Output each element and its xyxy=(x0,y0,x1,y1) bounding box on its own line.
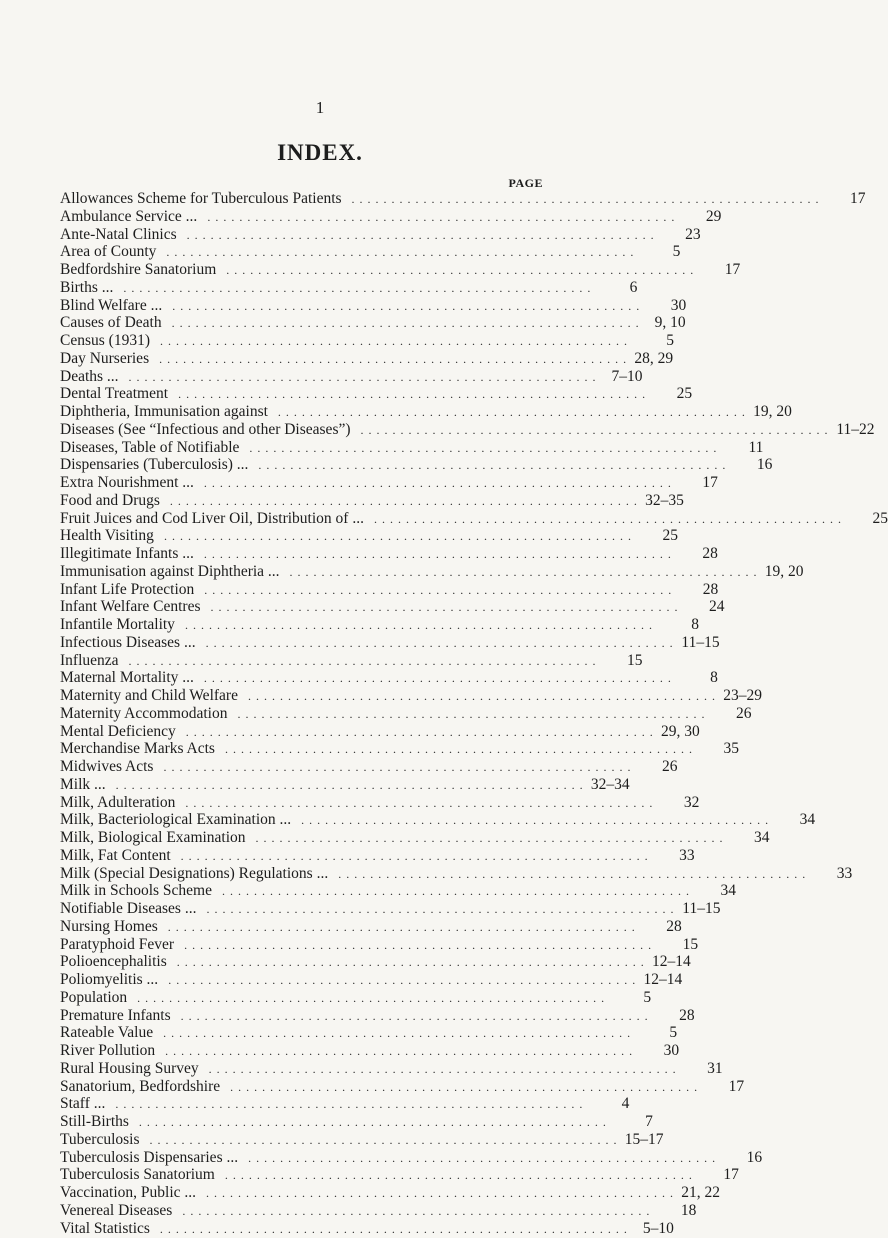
index-entry xyxy=(60,1131,546,1149)
dot-leader: . . . . . . . . . . . . . . . . . . . . . . . . . . . . . . . . . . . . . . . . . . . . . . . . . . . . . . . . . . . xyxy=(168,919,636,937)
index-entry xyxy=(60,882,546,900)
entry-page-ref: 35 xyxy=(699,740,739,758)
index-entry xyxy=(60,723,546,741)
dot-leader: . . . . . . . . . . . . . . . . . . . . . . . . . . . . . . . . . . . . . . . . . . . . . . . . . . . . . . . . . . . xyxy=(225,1167,693,1185)
entry-label: Milk in Schools Scheme xyxy=(60,882,212,900)
entry-page-ref: 21, 22 xyxy=(680,1184,720,1202)
index-entry xyxy=(60,563,546,581)
index-entry xyxy=(60,705,546,723)
entry-label: Rateable Value xyxy=(60,1024,153,1042)
index-entry xyxy=(60,865,546,883)
index-entry xyxy=(60,1202,546,1220)
entry-label: Causes of Death xyxy=(60,314,162,332)
dot-leader: . . . . . . . . . . . . . . . . . . . . . . . . . . . . . . . . . . . . . . . . . . . . . . . . . . . . . . . . . . . xyxy=(182,1203,650,1221)
entry-label: Vaccination, Public ... xyxy=(60,1184,196,1202)
entry-label: Day Nurseries xyxy=(60,350,149,368)
dot-leader: . . . . . . . . . . . . . . . . . . . . . . . . . . . . . . . . . . . . . . . . . . . . . . . . . . . . . . . . . . . xyxy=(207,209,675,227)
dot-leader: . . . . . . . . . . . . . . . . . . . . . . . . . . . . . . . . . . . . . . . . . . . . . . . . . . . . . . . . . . . xyxy=(290,564,758,582)
entry-page-ref: 32–35 xyxy=(644,492,684,510)
entry-page-ref: 32 xyxy=(659,794,699,812)
dot-leader: . . . . . . . . . . . . . . . . . . . . . . . . . . . . . . . . . . . . . . . . . . . . . . . . . . . . . . . . . . . xyxy=(374,511,842,529)
entry-page-ref: 32–34 xyxy=(590,776,630,794)
entry-page-ref: 12–14 xyxy=(651,953,691,971)
entry-label: Premature Infants xyxy=(60,1007,171,1025)
entry-page-ref: 5 xyxy=(637,1024,677,1042)
entry-label: Infantile Mortality xyxy=(60,616,175,634)
entry-page-ref: 7 xyxy=(613,1113,653,1131)
index-entry xyxy=(60,297,546,315)
dot-leader: . . . . . . . . . . . . . . . . . . . . . . . . . . . . . . . . . . . . . . . . . . . . . . . . . . . . . . . . . . . xyxy=(159,351,627,369)
entry-label: Nursing Homes xyxy=(60,918,158,936)
index-entry xyxy=(60,1078,546,1096)
dot-leader: . . . . . . . . . . . . . . . . . . . . . . . . . . . . . . . . . . . . . . . . . . . . . . . . . . . . . . . . . . . xyxy=(172,315,640,333)
entry-page-ref: 5–10 xyxy=(634,1220,674,1238)
entry-label: Still-Births xyxy=(60,1113,129,1131)
entry-page-ref: 25 xyxy=(638,527,678,545)
entry-page-ref: 12–14 xyxy=(642,971,682,989)
dot-leader: . . . . . . . . . . . . . . . . . . . . . . . . . . . . . . . . . . . . . . . . . . . . . . . . . . . . . . . . . . . xyxy=(165,1043,633,1061)
entry-page-ref: 7–10 xyxy=(603,368,643,386)
entry-label: Area of County xyxy=(60,243,156,261)
entry-page-ref: 34 xyxy=(775,811,815,829)
entry-page-ref: 19, 20 xyxy=(752,403,792,421)
entry-page-ref: 28 xyxy=(678,581,718,599)
dot-leader: . . . . . . . . . . . . . . . . . . . . . . . . . . . . . . . . . . . . . . . . . . . . . . . . . . . . . . . . . . . xyxy=(258,457,726,475)
index-entry xyxy=(60,1149,546,1167)
index-entry xyxy=(60,1113,546,1131)
entry-label: River Pollution xyxy=(60,1042,155,1060)
index-entry xyxy=(60,1184,546,1202)
entry-label: Dental Treatment xyxy=(60,385,168,403)
entry-page-ref: 34 xyxy=(730,829,770,847)
entry-label: Milk, Biological Examination xyxy=(60,829,246,847)
entry-page-ref: 18 xyxy=(656,1202,696,1220)
entry-label: Tuberculosis xyxy=(60,1131,140,1149)
entry-label: Paratyphoid Fever xyxy=(60,936,174,954)
entry-label: Tuberculosis Dispensaries ... xyxy=(60,1149,238,1167)
dot-leader: . . . . . . . . . . . . . . . . . . . . . . . . . . . . . . . . . . . . . . . . . . . . . . . . . . . . . . . . . . . xyxy=(248,1150,716,1168)
entry-page-ref: 26 xyxy=(637,758,677,776)
entry-label: Allowances Scheme for Tuberculous Patients xyxy=(60,190,342,208)
index-entry xyxy=(60,492,546,510)
dot-leader: . . . . . . . . . . . . . . . . . . . . . . . . . . . . . . . . . . . . . . . . . . . . . . . . . . . . . . . . . . . xyxy=(178,386,646,404)
entry-label: Midwives Acts xyxy=(60,758,153,776)
entry-page-ref: 28 xyxy=(642,918,682,936)
entry-label: Extra Nourishment ... xyxy=(60,474,194,492)
index-entry xyxy=(60,243,546,261)
index-entry xyxy=(60,847,546,865)
dot-leader: . . . . . . . . . . . . . . . . . . . . . . . . . . . . . . . . . . . . . . . . . . . . . . . . . . . . . . . . . . . xyxy=(123,280,591,298)
entry-page-ref: 8 xyxy=(659,616,699,634)
entry-label: Milk, Adulteration xyxy=(60,794,175,812)
entry-page-ref: 17 xyxy=(699,1166,739,1184)
dot-leader: . . . . . . . . . . . . . . . . . . . . . . . . . . . . . . . . . . . . . . . . . . . . . . . . . . . . . . . . . . . xyxy=(129,653,597,671)
dot-leader: . . . . . . . . . . . . . . . . . . . . . . . . . . . . . . . . . . . . . . . . . . . . . . . . . . . . . . . . . . . xyxy=(139,1114,607,1132)
entry-page-ref: 25 xyxy=(848,510,888,528)
entry-page-ref: 11 xyxy=(723,439,763,457)
index-entry xyxy=(60,758,546,776)
dot-leader: . . . . . . . . . . . . . . . . . . . . . . . . . . . . . . . . . . . . . . . . . . . . . . . . . . . . . . . . . . . xyxy=(163,759,631,777)
entry-page-ref: 23–29 xyxy=(722,687,762,705)
index-entry xyxy=(60,1166,546,1184)
index-entry xyxy=(60,545,546,563)
entry-page-ref: 30 xyxy=(646,297,686,315)
dot-leader: . . . . . . . . . . . . . . . . . . . . . . . . . . . . . . . . . . . . . . . . . . . . . . . . . . . . . . . . . . . xyxy=(204,546,672,564)
page-column-heading: PAGE xyxy=(509,176,543,191)
dot-leader: . . . . . . . . . . . . . . . . . . . . . . . . . . . . . . . . . . . . . . . . . . . . . . . . . . . . . . . . . . . xyxy=(185,795,653,813)
entry-page-ref: 29 xyxy=(681,208,721,226)
dot-leader: . . . . . . . . . . . . . . . . . . . . . . . . . . . . . . . . . . . . . . . . . . . . . . . . . . . . . . . . . . . xyxy=(164,528,632,546)
dot-leader: . . . . . . . . . . . . . . . . . . . . . . . . . . . . . . . . . . . . . . . . . . . . . . . . . . . . . . . . . . . xyxy=(256,830,724,848)
dot-leader: . . . . . . . . . . . . . . . . . . . . . . . . . . . . . . . . . . . . . . . . . . . . . . . . . . . . . . . . . . . xyxy=(209,1061,677,1079)
index-entry xyxy=(60,314,546,332)
index-entry xyxy=(60,740,546,758)
entry-label: Infant Welfare Centres xyxy=(60,598,200,616)
entry-label: Food and Drugs xyxy=(60,492,160,510)
index-entry xyxy=(60,190,546,208)
index-entry xyxy=(60,1095,546,1113)
index-entry xyxy=(60,598,546,616)
entry-page-ref: 4 xyxy=(589,1095,629,1113)
index-entry xyxy=(60,900,546,918)
dot-leader: . . . . . . . . . . . . . . . . . . . . . . . . . . . . . . . . . . . . . . . . . . . . . . . . . . . . . . . . . . . xyxy=(338,866,806,884)
index-entry xyxy=(60,1220,546,1238)
entry-page-ref: 25 xyxy=(652,385,692,403)
entry-page-ref: 17 xyxy=(700,261,740,279)
entry-label: Mental Deficiency xyxy=(60,723,176,741)
dot-leader: . . . . . . . . . . . . . . . . . . . . . . . . . . . . . . . . . . . . . . . . . . . . . . . . . . . . . . . . . . . xyxy=(361,422,829,440)
index-entry xyxy=(60,634,546,652)
entry-page-ref: 33 xyxy=(655,847,695,865)
dot-leader: . . . . . . . . . . . . . . . . . . . . . . . . . . . . . . . . . . . . . . . . . . . . . . . . . . . . . . . . . . . xyxy=(116,777,584,795)
entry-page-ref: 16 xyxy=(732,456,772,474)
entry-label: Milk (Special Designations) Regulations ... xyxy=(60,865,328,883)
entry-page-ref: 6 xyxy=(597,279,637,297)
entry-page-ref: 15 xyxy=(603,652,643,670)
entry-label: Milk, Fat Content xyxy=(60,847,171,865)
index-entry xyxy=(60,403,546,421)
entry-label: Tuberculosis Sanatorium xyxy=(60,1166,215,1184)
entry-label: Ambulance Service ... xyxy=(60,208,197,226)
index-entry xyxy=(60,261,546,279)
entry-page-ref: 34 xyxy=(696,882,736,900)
page-title: INDEX. xyxy=(0,140,640,166)
entry-page-ref: 28, 29 xyxy=(633,350,673,368)
index-entry xyxy=(60,510,546,528)
dot-leader: . . . . . . . . . . . . . . . . . . . . . . . . . . . . . . . . . . . . . . . . . . . . . . . . . . . . . . . . . . . xyxy=(278,404,746,422)
entry-page-ref: 5 xyxy=(611,989,651,1007)
entry-label: Infectious Diseases ... xyxy=(60,634,196,652)
entry-label: Rural Housing Survey xyxy=(60,1060,199,1078)
entry-page-ref: 5 xyxy=(634,332,674,350)
entry-label: Diphtheria, Immunisation against xyxy=(60,403,268,421)
index-entry xyxy=(60,1060,546,1078)
index-list xyxy=(60,190,546,1237)
entry-page-ref: 11–15 xyxy=(680,634,720,652)
entry-label: Births ... xyxy=(60,279,113,297)
index-entry xyxy=(60,279,546,297)
index-entry xyxy=(60,971,546,989)
entry-label: Milk, Bacteriological Examination ... xyxy=(60,811,291,829)
entry-label: Vital Statistics xyxy=(60,1220,150,1238)
entry-page-ref: 31 xyxy=(683,1060,723,1078)
entry-label: Deaths ... xyxy=(60,368,119,386)
index-entry xyxy=(60,687,546,705)
dot-leader: . . . . . . . . . . . . . . . . . . . . . . . . . . . . . . . . . . . . . . . . . . . . . . . . . . . . . . . . . . . xyxy=(248,688,716,706)
index-entry xyxy=(60,669,546,687)
entry-page-ref: 23 xyxy=(661,226,701,244)
entry-page-ref: 15–17 xyxy=(624,1131,664,1149)
dot-leader: . . . . . . . . . . . . . . . . . . . . . . . . . . . . . . . . . . . . . . . . . . . . . . . . . . . . . . . . . . . xyxy=(177,954,645,972)
index-entry xyxy=(60,829,546,847)
entry-label: Merchandise Marks Acts xyxy=(60,740,215,758)
index-entry xyxy=(60,421,546,439)
dot-leader: . . . . . . . . . . . . . . . . . . . . . . . . . . . . . . . . . . . . . . . . . . . . . . . . . . . . . . . . . . . xyxy=(187,227,655,245)
dot-leader: . . . . . . . . . . . . . . . . . . . . . . . . . . . . . . . . . . . . . . . . . . . . . . . . . . . . . . . . . . . xyxy=(210,599,678,617)
entry-label: Infant Life Protection xyxy=(60,581,194,599)
index-entry xyxy=(60,474,546,492)
entry-label: Influenza xyxy=(60,652,119,670)
index-entry xyxy=(60,350,546,368)
dot-leader: . . . . . . . . . . . . . . . . . . . . . . . . . . . . . . . . . . . . . . . . . . . . . . . . . . . . . . . . . . . xyxy=(225,741,693,759)
entry-page-ref: 11–15 xyxy=(680,900,720,918)
dot-leader: . . . . . . . . . . . . . . . . . . . . . . . . . . . . . . . . . . . . . . . . . . . . . . . . . . . . . . . . . . . xyxy=(352,191,820,209)
dot-leader: . . . . . . . . . . . . . . . . . . . . . . . . . . . . . . . . . . . . . . . . . . . . . . . . . . . . . . . . . . . xyxy=(222,883,690,901)
dot-leader: . . . . . . . . . . . . . . . . . . . . . . . . . . . . . . . . . . . . . . . . . . . . . . . . . . . . . . . . . . . xyxy=(172,298,640,316)
entry-label: Diseases, Table of Notifiable xyxy=(60,439,239,457)
entry-label: Ante-Natal Clinics xyxy=(60,226,177,244)
index-entry xyxy=(60,332,546,350)
dot-leader: . . . . . . . . . . . . . . . . . . . . . . . . . . . . . . . . . . . . . . . . . . . . . . . . . . . . . . . . . . . xyxy=(186,724,654,742)
dot-leader: . . . . . . . . . . . . . . . . . . . . . . . . . . . . . . . . . . . . . . . . . . . . . . . . . . . . . . . . . . . xyxy=(206,635,674,653)
entry-label: Census (1931) xyxy=(60,332,150,350)
dot-leader: . . . . . . . . . . . . . . . . . . . . . . . . . . . . . . . . . . . . . . . . . . . . . . . . . . . . . . . . . . . xyxy=(137,990,605,1008)
index-entry xyxy=(60,989,546,1007)
dot-leader: . . . . . . . . . . . . . . . . . . . . . . . . . . . . . . . . . . . . . . . . . . . . . . . . . . . . . . . . . . . xyxy=(184,937,652,955)
entry-label: Milk ... xyxy=(60,776,106,794)
entry-label: Diseases (See “Infectious and other Diseases”) xyxy=(60,421,351,439)
entry-page-ref: 33 xyxy=(812,865,852,883)
index-entry xyxy=(60,439,546,457)
dot-leader: . . . . . . . . . . . . . . . . . . . . . . . . . . . . . . . . . . . . . . . . . . . . . . . . . . . . . . . . . . . xyxy=(204,582,672,600)
entry-label: Notifiable Diseases ... xyxy=(60,900,196,918)
entry-page-ref: 19, 20 xyxy=(764,563,804,581)
entry-page-ref: 29, 30 xyxy=(660,723,700,741)
index-entry xyxy=(60,811,546,829)
entry-label: Maternity Accommodation xyxy=(60,705,227,723)
entry-label: Poliomyelitis ... xyxy=(60,971,158,989)
entry-page-ref: 5 xyxy=(640,243,680,261)
dot-leader: . . . . . . . . . . . . . . . . . . . . . . . . . . . . . . . . . . . . . . . . . . . . . . . . . . . . . . . . . . . xyxy=(185,617,653,635)
entry-page-ref: 28 xyxy=(678,545,718,563)
dot-leader: . . . . . . . . . . . . . . . . . . . . . . . . . . . . . . . . . . . . . . . . . . . . . . . . . . . . . . . . . . . xyxy=(204,475,672,493)
index-entry xyxy=(60,953,546,971)
index-entry xyxy=(60,1024,546,1042)
index-entry xyxy=(60,208,546,226)
entry-page-ref: 30 xyxy=(639,1042,679,1060)
entry-page-ref: 15 xyxy=(658,936,698,954)
index-entry xyxy=(60,226,546,244)
index-entry xyxy=(60,652,546,670)
dot-leader: . . . . . . . . . . . . . . . . . . . . . . . . . . . . . . . . . . . . . . . . . . . . . . . . . . . . . . . . . . . xyxy=(181,1008,649,1026)
page-number: 1 xyxy=(0,98,640,118)
entry-label: Population xyxy=(60,989,127,1007)
entry-page-ref: 24 xyxy=(684,598,724,616)
dot-leader: . . . . . . . . . . . . . . . . . . . . . . . . . . . . . . . . . . . . . . . . . . . . . . . . . . . . . . . . . . . xyxy=(206,901,674,919)
entry-page-ref: 9, 10 xyxy=(646,314,686,332)
dot-leader: . . . . . . . . . . . . . . . . . . . . . . . . . . . . . . . . . . . . . . . . . . . . . . . . . . . . . . . . . . . xyxy=(166,244,634,262)
index-entry xyxy=(60,368,546,386)
entry-page-ref: 11–22 xyxy=(835,421,875,439)
entry-page-ref: 28 xyxy=(655,1007,695,1025)
dot-leader: . . . . . . . . . . . . . . . . . . . . . . . . . . . . . . . . . . . . . . . . . . . . . . . . . . . . . . . . . . . xyxy=(170,493,638,511)
index-entry xyxy=(60,385,546,403)
entry-label: Blind Welfare ... xyxy=(60,297,162,315)
dot-leader: . . . . . . . . . . . . . . . . . . . . . . . . . . . . . . . . . . . . . . . . . . . . . . . . . . . . . . . . . . . xyxy=(150,1132,618,1150)
dot-leader: . . . . . . . . . . . . . . . . . . . . . . . . . . . . . . . . . . . . . . . . . . . . . . . . . . . . . . . . . . . xyxy=(168,972,636,990)
entry-label: Illegitimate Infants ... xyxy=(60,545,194,563)
dot-leader: . . . . . . . . . . . . . . . . . . . . . . . . . . . . . . . . . . . . . . . . . . . . . . . . . . . . . . . . . . . xyxy=(226,262,694,280)
index-entry xyxy=(60,616,546,634)
index-entry xyxy=(60,456,546,474)
entry-label: Fruit Juices and Cod Liver Oil, Distribution of ... xyxy=(60,510,364,528)
entry-page-ref: 26 xyxy=(711,705,751,723)
entry-label: Polioencephalitis xyxy=(60,953,167,971)
dot-leader: . . . . . . . . . . . . . . . . . . . . . . . . . . . . . . . . . . . . . . . . . . . . . . . . . . . . . . . . . . . xyxy=(204,670,672,688)
entry-label: Dispensaries (Tuberculosis) ... xyxy=(60,456,248,474)
index-entry xyxy=(60,794,546,812)
dot-leader: . . . . . . . . . . . . . . . . . . . . . . . . . . . . . . . . . . . . . . . . . . . . . . . . . . . . . . . . . . . xyxy=(206,1185,674,1203)
index-entry xyxy=(60,581,546,599)
entry-label: Health Visiting xyxy=(60,527,154,545)
entry-label: Maternity and Child Welfare xyxy=(60,687,238,705)
entry-label: Bedfordshire Sanatorium xyxy=(60,261,216,279)
entry-page-ref: 17 xyxy=(678,474,718,492)
index-entry xyxy=(60,918,546,936)
index-entry xyxy=(60,1042,546,1060)
dot-leader: . . . . . . . . . . . . . . . . . . . . . . . . . . . . . . . . . . . . . . . . . . . . . . . . . . . . . . . . . . . xyxy=(160,333,628,351)
dot-leader: . . . . . . . . . . . . . . . . . . . . . . . . . . . . . . . . . . . . . . . . . . . . . . . . . . . . . . . . . . . xyxy=(181,848,649,866)
index-entry xyxy=(60,1007,546,1025)
entry-label: Staff ... xyxy=(60,1095,105,1113)
dot-leader: . . . . . . . . . . . . . . . . . . . . . . . . . . . . . . . . . . . . . . . . . . . . . . . . . . . . . . . . . . . xyxy=(163,1025,631,1043)
dot-leader: . . . . . . . . . . . . . . . . . . . . . . . . . . . . . . . . . . . . . . . . . . . . . . . . . . . . . . . . . . . xyxy=(249,440,717,458)
entry-page-ref: 17 xyxy=(826,190,866,208)
entry-label: Maternal Mortality ... xyxy=(60,669,194,687)
dot-leader: . . . . . . . . . . . . . . . . . . . . . . . . . . . . . . . . . . . . . . . . . . . . . . . . . . . . . . . . . . . xyxy=(160,1221,628,1238)
index-entry xyxy=(60,776,546,794)
entry-page-ref: 8 xyxy=(678,669,718,687)
dot-leader: . . . . . . . . . . . . . . . . . . . . . . . . . . . . . . . . . . . . . . . . . . . . . . . . . . . . . . . . . . . xyxy=(115,1096,583,1114)
entry-page-ref: 17 xyxy=(704,1078,744,1096)
entry-label: Immunisation against Diphtheria ... xyxy=(60,563,280,581)
entry-page-ref: 16 xyxy=(722,1149,762,1167)
entry-label: Sanatorium, Bedfordshire xyxy=(60,1078,220,1096)
index-entry xyxy=(60,527,546,545)
dot-leader: . . . . . . . . . . . . . . . . . . . . . . . . . . . . . . . . . . . . . . . . . . . . . . . . . . . . . . . . . . . xyxy=(230,1079,698,1097)
dot-leader: . . . . . . . . . . . . . . . . . . . . . . . . . . . . . . . . . . . . . . . . . . . . . . . . . . . . . . . . . . . xyxy=(301,812,769,830)
dot-leader: . . . . . . . . . . . . . . . . . . . . . . . . . . . . . . . . . . . . . . . . . . . . . . . . . . . . . . . . . . . xyxy=(237,706,705,724)
entry-label: Venereal Diseases xyxy=(60,1202,172,1220)
index-entry xyxy=(60,936,546,954)
dot-leader: . . . . . . . . . . . . . . . . . . . . . . . . . . . . . . . . . . . . . . . . . . . . . . . . . . . . . . . . . . . xyxy=(129,369,597,387)
